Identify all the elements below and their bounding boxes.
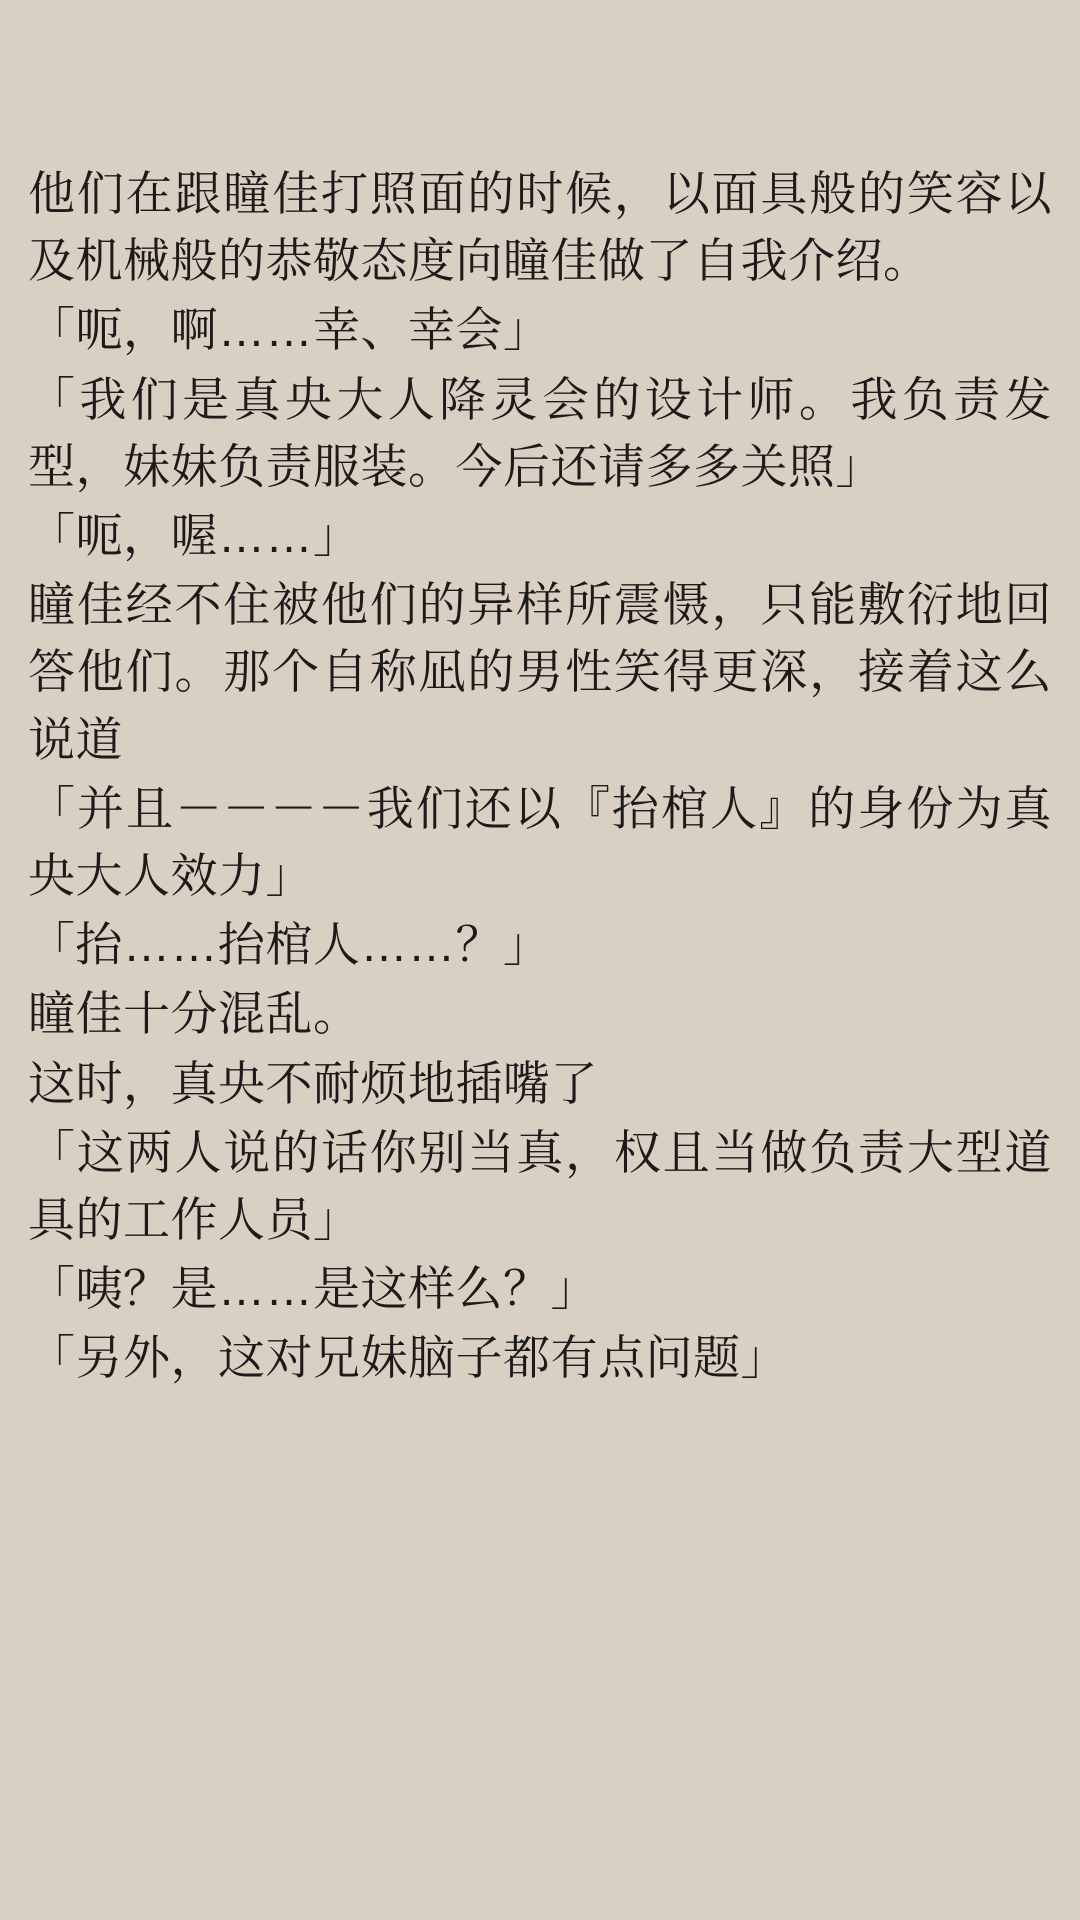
paragraph: 这时，真央不耐烦地插嘴了 xyxy=(28,1056,598,1110)
paragraph: 「抬……抬棺人……？」 xyxy=(28,918,551,972)
paragraph: 「并且－－－－我们还以『抬棺人』的身份为真央大人效力」 xyxy=(28,781,1052,903)
paragraph: 他们在跟瞳佳打照面的时候，以面具般的笑容以及机械般的恭敬态度向瞳佳做了自我介绍。 xyxy=(28,167,1052,288)
paragraph: 「这两人说的话你别当真，权且当做负责大型道具的工作人员」 xyxy=(28,1125,1052,1247)
paragraph: 「呃，喔……」 xyxy=(28,509,361,563)
paragraph: 「呃，啊……幸、幸会」 xyxy=(28,303,551,357)
paragraph: 瞳佳经不住被他们的异样所震慑，只能敷衍地回答他们。那个自称凪的男性笑得更深，接着这么说道 xyxy=(28,578,1052,766)
paragraph: 「咦？是……是这样么？」 xyxy=(28,1262,598,1316)
paragraph: 「另外，这对兄妹脑子都有点问题」 xyxy=(28,1331,788,1385)
paragraph: 「我们是真央大人降灵会的设计师。我负责发型，妹妹负责服装。今后还请多多关照」 xyxy=(28,372,1052,493)
novel-text-body xyxy=(28,160,1052,1392)
paragraph: 瞳佳十分混乱。 xyxy=(28,987,361,1041)
